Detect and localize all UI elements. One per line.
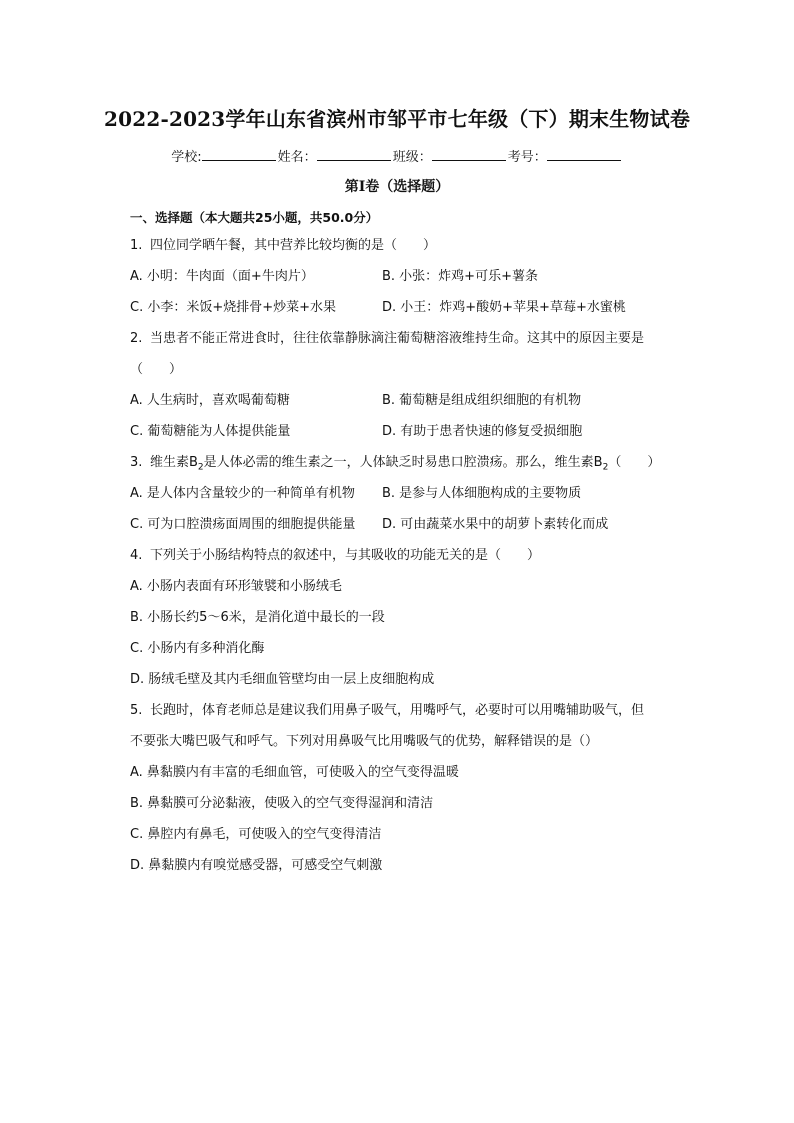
question-1-options-row-1 — [130, 267, 690, 298]
option-c[interactable]: C. 小肠内有多种消化酶 — [130, 641, 265, 656]
question-5-stem-cont: 不要张大嘴巴吸气和呼气。下列对用鼻吸气比用嘴吸气的优势，解释错误的是（） — [130, 734, 599, 749]
question-3-options-row-1 — [130, 484, 690, 515]
question-5-stem: 5. 长跑时，体育老师总是建议我们用鼻子吸气，用嘴呼气，必要时可以用嘴辅助吸气，但 — [130, 703, 645, 718]
option-d[interactable]: D. 小王：炸鸡+酸奶+苹果+草莓+水蜜桃 — [382, 300, 626, 315]
student-info-line — [0, 146, 794, 165]
option-b[interactable]: B. 是参与人体细胞构成的主要物质 — [382, 486, 582, 501]
option-d[interactable]: D. 鼻黏膜内有嗅觉感受器，可感受空气刺激 — [130, 858, 383, 873]
option-d[interactable]: D. 有助于患者快速的修复受损细胞 — [382, 424, 583, 439]
question-1-stem: 1. 四位同学晒午餐，其中营养比较均衡的是（ ） — [130, 238, 437, 253]
section-subtitle: 一、选择题（本大题共25小题，共50.0分） — [130, 210, 379, 225]
name-field: 姓名： — [278, 146, 393, 165]
option-b[interactable]: B. 鼻黏膜可分泌黏液，使吸入的空气变得湿润和清洁 — [130, 796, 434, 811]
option-c[interactable]: C. 小李：米饭+烧排骨+炒菜+水果 — [130, 300, 337, 315]
class-blank[interactable] — [432, 148, 506, 161]
exam-number-blank[interactable] — [547, 148, 621, 161]
question-2-options-row-1 — [130, 391, 690, 422]
option-a[interactable]: A. 是人体内含量较少的一种简单有机物 — [130, 486, 355, 501]
school-field: 学校: — [171, 146, 277, 165]
option-c[interactable]: C. 可为口腔溃疡面周围的细胞提供能量 — [130, 517, 356, 532]
question-2-options-row-2 — [130, 422, 690, 453]
question-1-options-row-2 — [130, 298, 690, 329]
option-b[interactable]: B. 葡萄糖是组成组织细胞的有机物 — [382, 393, 582, 408]
question-4-stem: 4. 下列关于小肠结构特点的叙述中，与其吸收的功能无关的是（ ） — [130, 548, 541, 563]
question-3-options-row-2 — [130, 515, 690, 546]
option-b[interactable]: B. 小肠长约5～6米，是消化道中最长的一段 — [130, 610, 385, 625]
option-a[interactable]: A. 小肠内表面有环形皱襞和小肠绒毛 — [130, 579, 342, 594]
exam-number-field: 考号： — [508, 146, 623, 165]
question-2-stem-cont: （ ） — [130, 362, 183, 377]
option-a[interactable]: A. 鼻黏膜内有丰富的毛细血管，可使吸入的空气变得温暖 — [130, 765, 459, 780]
option-d[interactable]: D. 肠绒毛壁及其内毛细血管壁均由一层上皮细胞构成 — [130, 672, 435, 687]
class-field: 班级： — [393, 146, 508, 165]
option-a[interactable]: A. 小明：牛肉面（面+牛肉片） — [130, 269, 314, 284]
option-d[interactable]: D. 可由蔬菜水果中的胡萝卜素转化而成 — [382, 517, 609, 532]
option-c[interactable]: C. 葡萄糖能为人体提供能量 — [130, 424, 291, 439]
question-3-stem: 3. 维生素$B_2$是人体必需的维生素之一，人体缺乏时易患口腔溃疡。那么，维生素$B_2$（ ） — [130, 455, 661, 473]
exam-title: 2022-2023学年山东省滨州市邹平市七年级（下）期末生物试卷 — [103, 107, 691, 131]
question-list — [130, 236, 690, 887]
name-blank[interactable] — [317, 148, 391, 161]
option-b[interactable]: B. 小张：炸鸡+可乐+薯条 — [382, 269, 538, 284]
option-a[interactable]: A. 人生病时，喜欢喝葡萄糖 — [130, 393, 290, 408]
option-c[interactable]: C. 鼻腔内有鼻毛，可使吸入的空气变得清洁 — [130, 827, 382, 842]
section-title: 第Ⅰ卷（选择题） — [344, 179, 450, 195]
question-2-stem: 2. 当患者不能正常进食时，往往依靠静脉滴注葡萄糖溶液维持生命。这其中的原因主要是 — [130, 331, 645, 346]
school-blank[interactable] — [202, 148, 276, 161]
